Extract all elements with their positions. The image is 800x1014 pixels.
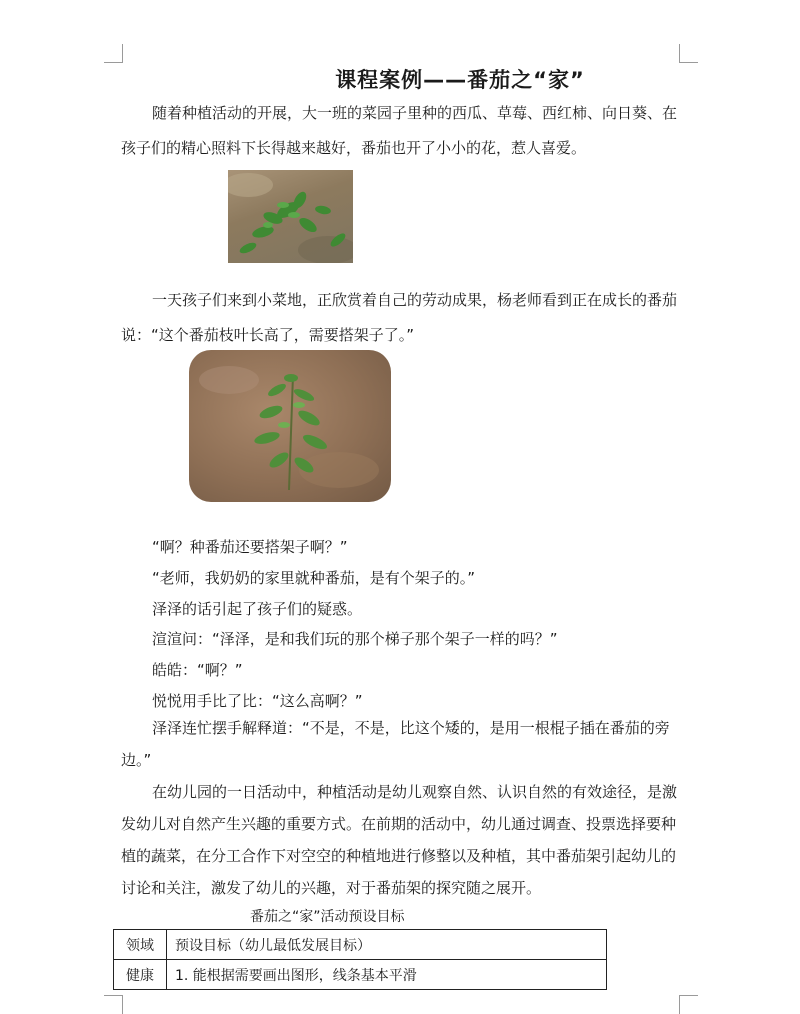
page-corner-mark: [104, 995, 123, 1014]
explain-paragraph: 泽泽连忙摆手解释道：“不是，不是，比这个矮的，是用一根棍子插在番茄的旁边。”: [121, 719, 670, 769]
page-corner-mark: [104, 44, 123, 63]
document-title: 课程案例——番茄之“家”: [335, 68, 585, 92]
dialogue-line: 泽泽的话引起了孩子们的疑惑。: [152, 600, 363, 618]
dialogue-line: 渲渲问：“泽泽，是和我们玩的那个梯子那个架子一样的吗？”: [152, 630, 558, 648]
tomato-plant-photo: [189, 350, 391, 502]
dialogue-line: 悦悦用手比了比：“这么高啊？”: [152, 692, 363, 710]
intro-paragraph: 随着种植活动的开展，大一班的菜园子里种的西瓜、草莓、西红柿、向日葵、在孩子们的精心照料下长得越来越好，番茄也开了小小的花，惹人喜爱。: [121, 104, 678, 157]
dialogue-line: 皓皓：“啊？”: [152, 661, 243, 679]
header-domain-cell: 领域: [114, 930, 167, 960]
page-corner-mark: [679, 44, 698, 63]
table-row: [114, 960, 607, 990]
summary-paragraph: 在幼儿园的一日活动中，种植活动是幼儿观察自然、认识自然的有效途径，是激发幼儿对自然产生兴趣的重要方式。在前期的活动中，幼儿通过调查、投票选择要种植的蔬菜，在分工合作下对空空的种植地进行修整以及种植，其中番茄架引起幼儿的讨论和关注，激发了幼儿的兴趣，对于番茄架的探究随之展开。: [121, 783, 678, 897]
table-header-row: [114, 930, 607, 960]
dialogue-line: “老师，我奶奶的家里就种番茄，是有个架子的。”: [152, 569, 476, 587]
teacher-paragraph: 一天孩子们来到小菜地，正欣赏着自己的劳动成果，杨老师看到正在成长的番茄说：“这个番茄枝叶长高了，需要搭架子了。”: [121, 291, 678, 344]
domain-cell: 健康: [114, 960, 167, 990]
goal-cell: 1. 能根据需要画出图形，线条基本平滑: [167, 960, 607, 990]
tomato-seedling-photo: [228, 170, 353, 263]
goals-table: [113, 929, 607, 990]
page-corner-mark: [679, 995, 698, 1014]
header-goal-cell: 预设目标（幼儿最低发展目标）: [167, 930, 607, 960]
dialogue-line: “啊？种番茄还要搭架子啊？”: [152, 538, 348, 556]
table-caption: 番茄之“家”活动预设目标: [250, 909, 405, 925]
